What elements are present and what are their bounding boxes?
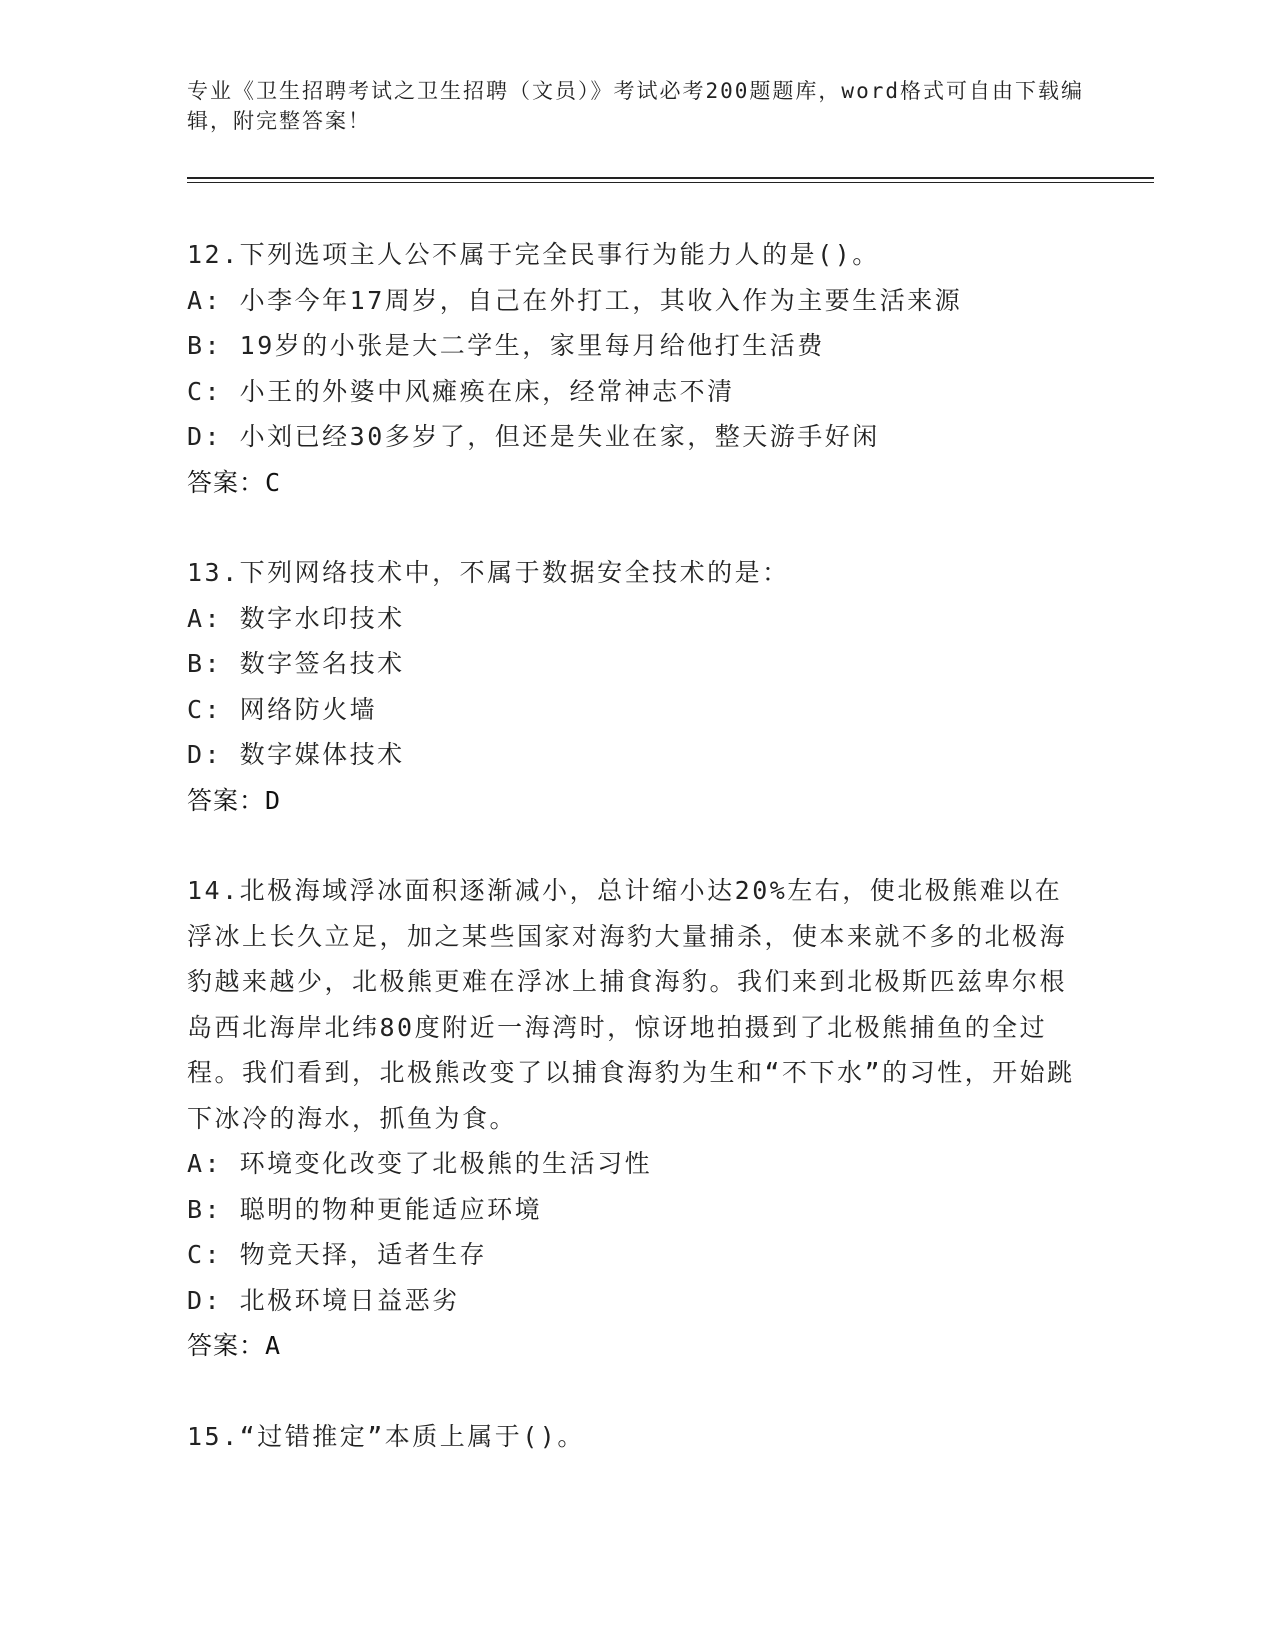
option-a: A: 环境变化改变了北极熊的生活习性 bbox=[187, 1149, 653, 1178]
option-b: B: 19岁的小张是大二学生，家里每月给他打生活费 bbox=[187, 331, 825, 360]
option-d: D: 数字媒体技术 bbox=[187, 740, 405, 769]
question-text: 15.“过错推定”本质上属于()。 bbox=[187, 1421, 585, 1451]
option-c: C: 小王的外婆中风瘫痪在床，经常神志不清 bbox=[187, 376, 735, 406]
option-c: C: 物竞天择，适者生存 bbox=[187, 1240, 488, 1269]
answer-label: 答案： bbox=[187, 467, 266, 497]
question-text: 12.下列选项主人公不属于完全民事行为能力人的是()。 bbox=[187, 240, 880, 269]
header-title: 专业《卫生招聘考试之卫生招聘（文员）》考试必考200题题库，word格式可自由下载编辑，附完整答案！ bbox=[187, 79, 1084, 133]
question-14 bbox=[187, 868, 1087, 1369]
answer-label: 答案： bbox=[187, 785, 266, 815]
question-text: 13.下列网络技术中，不属于数据安全技术的是： bbox=[187, 558, 790, 587]
option-b: B: 聪明的物种更能适应环境 bbox=[187, 1194, 543, 1224]
answer-value: A bbox=[265, 1331, 282, 1360]
option-c: C: 网络防火墙 bbox=[187, 694, 378, 724]
answer-value: D bbox=[265, 785, 282, 815]
document-header bbox=[187, 76, 1087, 136]
answer-label: 答案： bbox=[187, 1331, 266, 1360]
answer-line bbox=[187, 460, 1087, 506]
header-divider-thin bbox=[187, 182, 1154, 183]
answer-line bbox=[187, 778, 1087, 824]
option-a: A: 小李今年17周岁，自己在外打工，其收入作为主要生活来源 bbox=[187, 285, 963, 315]
answer-line bbox=[187, 1323, 1087, 1369]
option-b: B: 数字签名技术 bbox=[187, 649, 405, 678]
answer-value: C bbox=[265, 467, 282, 497]
header-divider-thick bbox=[187, 177, 1154, 179]
option-a: A: 数字水印技术 bbox=[187, 603, 405, 633]
option-d: D: 北极环境日益恶劣 bbox=[187, 1285, 460, 1315]
question-12 bbox=[187, 232, 1087, 505]
option-d: D: 小刘已经30多岁了，但还是失业在家，整天游手好闲 bbox=[187, 422, 880, 451]
question-list bbox=[187, 232, 1087, 1504]
question-15 bbox=[187, 1414, 1087, 1460]
question-text: 14.北极海域浮冰面积逐渐减小，总计缩小达20%左右，使北极熊难以在浮冰上长久立足，加之某些国家对海豹大量捕杀，使本来就不多的北极海豹越来越少，北极熊更难在浮冰上捕食海豹。我们来到北极斯匹兹卑尔根岛西北海岸北纬80度附近一海湾时，惊讶地拍摄到了北极熊捕鱼的全过程。我们看到，北极熊改变了以捕食海豹为生和“不下水”的习性，开始跳下冰冷的海水，抓鱼为食。 bbox=[187, 876, 1075, 1133]
question-13 bbox=[187, 550, 1087, 823]
